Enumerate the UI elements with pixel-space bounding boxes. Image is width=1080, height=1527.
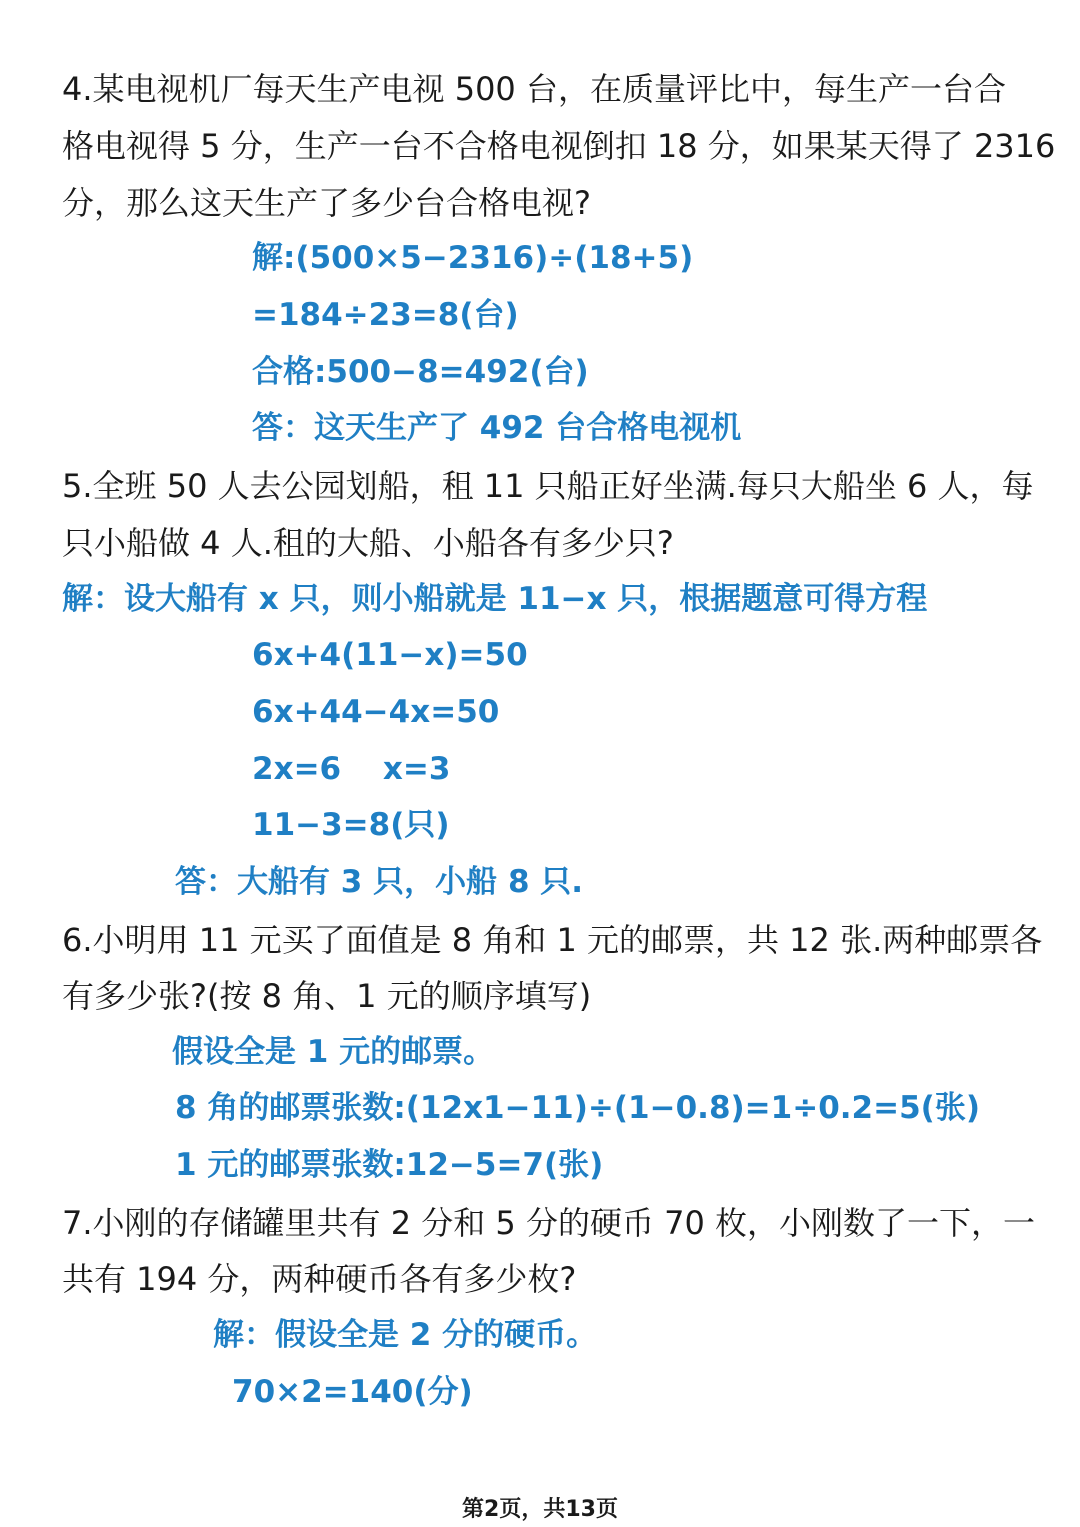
problem-4-question-line-2: 格电视得 5 分，生产一台不合格电视倒扣 18 分，如果某天得了 2316 <box>62 127 1056 165</box>
problem-7-question-line-1: 7.小刚的存储罐里共有 2 分和 5 分的硬币 70 枚，小刚数了一下，一 <box>62 1204 1036 1242</box>
problem-5-step-3: 2x=6 x=3 <box>252 751 451 787</box>
problem-6-question-line-2: 有多少张?(按 8 角、1 元的顺序填写) <box>62 977 592 1015</box>
problem-5-conclusion: 答：大船有 3 只，小船 8 只. <box>175 864 584 900</box>
problem-5-question-line-1: 5.全班 50 人去公园划船，租 11 只船正好坐满.每只大船坐 6 人，每 <box>62 467 1034 505</box>
problem-5-step-4: 11−3=8(只) <box>252 807 450 843</box>
problem-4-answer-line-3: 合格:500−8=492(台) <box>252 354 589 390</box>
problem-4-answer-line-1: 解:(500×5−2316)÷(18+5) <box>252 240 694 276</box>
problem-7-answer-line-1: 解：假设全是 2 分的硬币。 <box>213 1317 598 1353</box>
problem-4-question-line-1: 4.某电视机厂每天生产电视 500 台，在质量评比中，每生产一台合 <box>62 70 1006 108</box>
problem-6-answer-line-2: 8 角的邮票张数:(12x1−11)÷(1−0.8)=1÷0.2=5(张) <box>175 1090 981 1126</box>
problem-6-answer-line-1: 假设全是 1 元的邮票。 <box>172 1034 495 1070</box>
problem-5-step-2: 6x+44−4x=50 <box>252 694 500 730</box>
problem-7-question-line-2: 共有 194 分，两种硬币各有多少枚? <box>62 1260 577 1298</box>
problem-4-answer-conclusion: 答：这天生产了 492 台合格电视机 <box>252 410 742 446</box>
problem-6-question-line-1: 6.小明用 11 元买了面值是 8 角和 1 元的邮票，共 12 张.两种邮票各 <box>62 921 1043 959</box>
problem-4-answer-line-2: =184÷23=8(台) <box>252 297 519 333</box>
problem-6-answer-line-3: 1 元的邮票张数:12−5=7(张) <box>175 1147 604 1183</box>
page-number-footer: 第2页，共13页 <box>462 1497 618 1522</box>
problem-5-question-line-2: 只小船做 4 人.租的大船、小船各有多少只? <box>62 524 674 562</box>
problem-4-question-line-3: 分，那么这天生产了多少台合格电视? <box>62 184 591 222</box>
problem-7-answer-line-2: 70×2=140(分) <box>232 1374 473 1410</box>
problem-5-solution-intro: 解：设大船有 x 只，则小船就是 11−x 只，根据题意可得方程 <box>62 581 928 617</box>
problem-5-step-1: 6x+4(11−x)=50 <box>252 637 528 673</box>
